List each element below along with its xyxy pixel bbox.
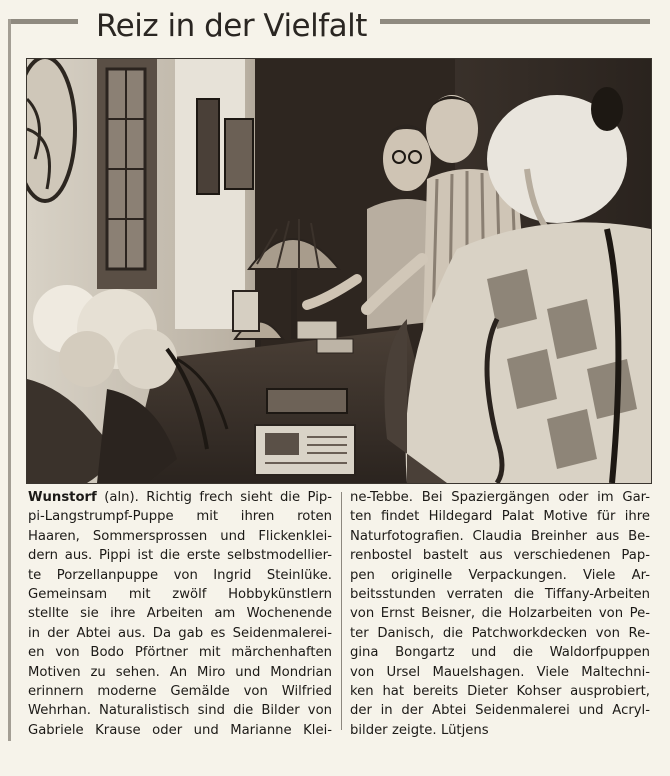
column-2-line: der in der Abtei Seidenmalerei und Acryl- (350, 703, 650, 719)
column-2-line: ter Danisch, die Patchworkdecken von Re- (350, 625, 650, 641)
column-2-line: Naturfotografien. Claudia Breinher aus Be- (350, 528, 650, 544)
column-1-line: Motiven zu sehen. An Miro und Mondrian (28, 664, 332, 680)
column-2-line: ken hat bereits Dieter Kohser ausprobiert, (350, 683, 650, 699)
article-column-2 (350, 488, 650, 738)
column-1-line: in der Abtei aus. Da gab es Seidenmalerei- (28, 625, 332, 641)
column-1-line: stellte sie ihre Arbeiten am Wochenende (28, 606, 332, 622)
column-1-line: Gemeinsam mit zwölf Hobbykünstlern (28, 586, 332, 602)
headline-rule-right (380, 19, 650, 24)
headline-rule-left (8, 19, 78, 24)
frame-rule-vertical (8, 19, 11, 741)
column-1-line: Gabriele Krause oder und Marianne Klei- (28, 722, 332, 738)
column-1-line: en von Bodo Pförtner mit märchenhaften (28, 645, 332, 661)
article-body (28, 488, 650, 738)
column-2-line: pen originelle Verpackungen. Viele Ar- (350, 567, 650, 583)
column-2-line: gina Bongartz und die Waldorfpuppen (350, 645, 650, 661)
column-1-line-1-text: (aln). Richtig frech sieht die Pip- (96, 490, 332, 505)
article-dateline: Wunstorf (28, 490, 97, 505)
column-1-line: Haaren, Sommersprossen und Flickenklei- (28, 528, 332, 544)
column-2-final-line (350, 721, 650, 740)
column-1-line: pi-Langstrumpf-Puppe mit ihren roten (28, 509, 332, 525)
column-2-line: beitsstunden verraten die Tiffany-Arbeiten (350, 586, 650, 602)
column-2-line: von Ursel Mauelshagen. Viele Maltechni- (350, 664, 650, 680)
article-byline: Lütjens (440, 722, 489, 738)
photo-illustration (27, 59, 651, 483)
column-2-line: von Ernst Beisner, die Holzarbeiten von Pe- (350, 606, 650, 622)
column-2-line: renbostel bastelt aus verschiedenen Pap- (350, 548, 650, 564)
article-photo (26, 58, 652, 484)
column-1-line: erinnern moderne Gemälde von Wilfried (28, 683, 332, 699)
headline: Reiz in der Vielfalt (96, 8, 367, 44)
column-2-line: ne-Tebbe. Bei Spaziergängen oder im Gar- (350, 490, 650, 505)
column-divider (341, 492, 342, 730)
column-1-line: Wehrhan. Naturalistisch sind die Bilder von (28, 703, 332, 719)
column-2-line: ten findet Hildegard Palat Motive für ihre (350, 509, 650, 525)
column-1-line-1 (28, 488, 332, 507)
column-1-line: dern aus. Pippi ist die erste selbstmodellier- (28, 548, 332, 564)
article-column-1 (28, 488, 332, 738)
article-last-line: bilder zeigte. (350, 722, 437, 738)
column-1-line: te Porzellanpuppe von Ingrid Steinlüke. (28, 567, 332, 583)
